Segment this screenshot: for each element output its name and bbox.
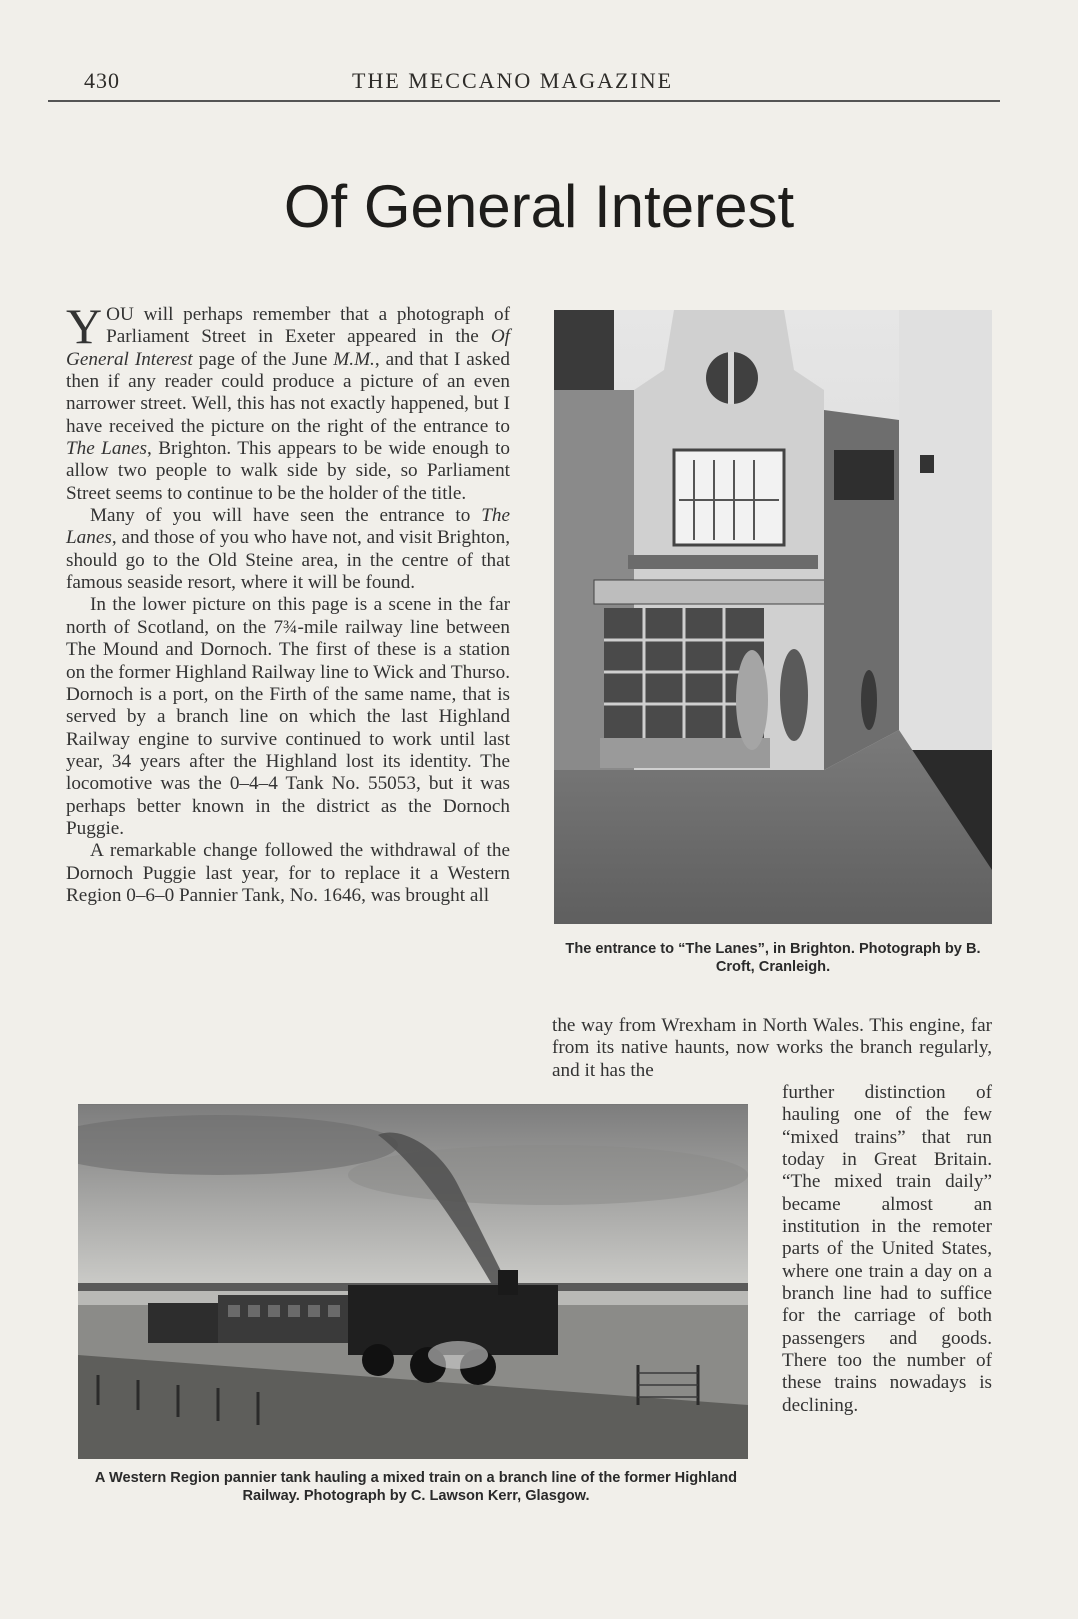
drop-cap: Y <box>66 298 103 354</box>
magazine-title: THE MECCANO MAGAZINE <box>352 68 674 93</box>
article-narrow-column <box>782 1082 992 1417</box>
article-title: Of General Interest <box>283 173 795 240</box>
paragraph-4: A remarkable change followed the withdrawal of the Dornoch Puggie last year, for to replace it a Western Region 0–6–0 Pannier Tank, No. 1646, was brought all <box>66 840 510 906</box>
train-photo <box>78 1105 748 1459</box>
paragraph-4-continued: the way from Wrexham in North Wales. This engine, far from its native haunts, now works the branch regularly, and it has the <box>552 1015 992 1081</box>
paragraph-4-narrow: further distinction of hauling one of the few “mixed trains” that run today in Great Britain. “The mixed train daily” became almost an institution in the remoter parts of the United States, where one train a day on a branch line had to suffice for the carriage of both passengers and goods. There too the number of these trains nowadays is declining. <box>782 1082 992 1416</box>
lanes-photo-image <box>554 310 992 924</box>
page-number: 430 <box>84 68 120 93</box>
paragraph-3: In the lower picture on this page is a scene in the far north of Scotland, on the 7¾-mile railway line between The Mound and Dornoch. The first of these is a station on the former Highland Railway line to Wick and Thurso. Dornoch is a port, on the Firth of the same name, that is served by a branch line on which the last Highland Railway engine to survive continued to work until last year, 34 years after the Highland lost its identity. The locomotive was the 0–4–4 Tank No. 55053, but it was perhaps better known in the district as the Dornoch Puggie. <box>66 594 511 839</box>
header-rule <box>48 100 1000 102</box>
paragraph-2: Many of you will have seen the entrance to The Lanes, and those of you who have not, and visit Brighton, should go to the Old Steine area, in the centre of that famous seaside resort, where it will be found. <box>66 505 510 594</box>
lanes-photo <box>554 310 992 924</box>
paragraph-1: YOU will perhaps remember that a photograph of Parliament Street in Exeter appeared in the Of General Interest page of the June M.M., and that I asked then if any reader could produce a picture of an even narrower street. Well, this has not exactly happened, but I have received the picture on the right of the entrance to The Lanes, Brighton. This appears to be wide enough to allow two people to walk side by side, so Parliament Street seems to continue to be the holder of the title. <box>66 298 511 504</box>
lanes-photo-caption: The entrance to “The Lanes”, in Brighton. Photograph by B. Croft, Cranleigh. <box>565 941 981 975</box>
train-photo-image <box>78 1105 748 1459</box>
article-right-continuation <box>552 1015 992 1082</box>
train-photo-caption: A Western Region pannier tank hauling a mixed train on a branch line of the former Highland Railway. Photograph by C. Lawson Kerr, Glasgow. <box>94 1470 738 1504</box>
article-left-column <box>66 298 511 907</box>
